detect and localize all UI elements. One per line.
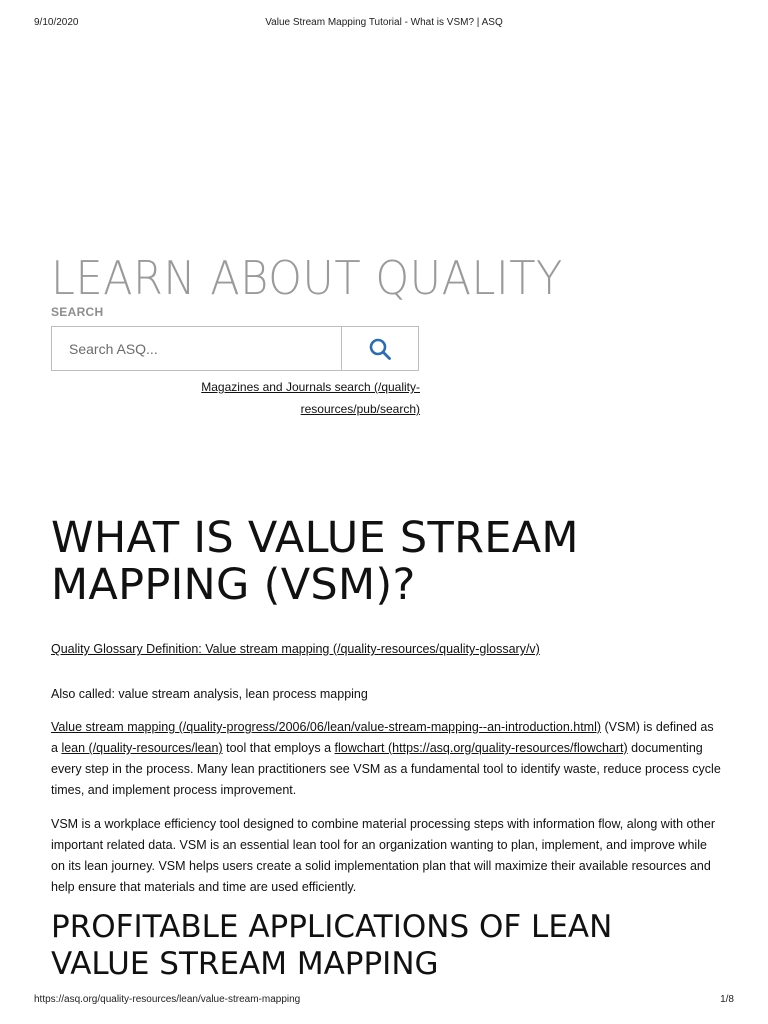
article-heading-line2: MAPPING (VSM)?	[51, 560, 416, 610]
section-heading-line2: VALUE STREAM MAPPING	[51, 946, 439, 982]
print-url: https://asq.org/quality-resources/lean/value-stream-mapping	[34, 994, 301, 1005]
magazines-journals-search-link[interactable]	[100, 376, 420, 420]
paragraph-efficiency: VSM is a workplace efficiency tool designed to combine material processing steps with information flow, along with other important related data. VSM is an essential lean tool for an organization wanting to plan, implement, and improve while on its lean journey. VSM helps users create a solid implementation plan that will maximize their available resources and help ensure that materials and time are used efficiently.	[51, 817, 715, 894]
glossary-definition-link[interactable]: Quality Glossary Definition: Value stream mapping (/quality-resources/quality-glossary/v)	[51, 642, 540, 656]
magazines-link-line2: resources/pub/search)	[300, 402, 420, 416]
vsm-link[interactable]: Value stream mapping (/quality-progress/2006/06/lean/value-stream-mapping--an-introduction.html)	[51, 720, 602, 734]
p1-text-3: documenting every step in the process. Many lean practitioners see VSM as a fundamental tool to identify waste, reduce process cycle times, and implement process improvement.	[51, 741, 721, 797]
search-icon	[368, 337, 392, 361]
p1-text-2: tool that employs a	[222, 741, 335, 755]
print-title: Value Stream Mapping Tutorial - What is VSM? | ASQ	[265, 17, 503, 28]
section-heading-line1: PROFITABLE APPLICATIONS OF LEAN	[51, 909, 613, 945]
article-heading	[51, 515, 741, 609]
lean-link[interactable]: lean (/quality-resources/lean)	[61, 741, 223, 755]
article-heading-line1: WHAT IS VALUE STREAM	[51, 513, 579, 563]
magazines-link-line1: Magazines and Journals search (/quality-	[201, 380, 420, 394]
p1-text-1: (VSM) is defined as a	[51, 720, 714, 755]
hero-title: LEARN ABOUT QUALITY	[51, 252, 563, 306]
search-input[interactable]	[52, 327, 342, 370]
paragraph-intro	[51, 717, 721, 801]
search-form	[51, 326, 419, 371]
page-number: 1/8	[720, 994, 734, 1005]
search-label: SEARCH	[51, 305, 104, 319]
section-heading	[51, 909, 731, 983]
flowchart-link[interactable]: flowchart (https://asq.org/quality-resources/flowchart)	[334, 741, 628, 755]
search-button[interactable]	[342, 327, 418, 370]
also-called: Also called: value stream analysis, lean process mapping	[51, 687, 368, 701]
print-date: 9/10/2020	[34, 17, 79, 28]
